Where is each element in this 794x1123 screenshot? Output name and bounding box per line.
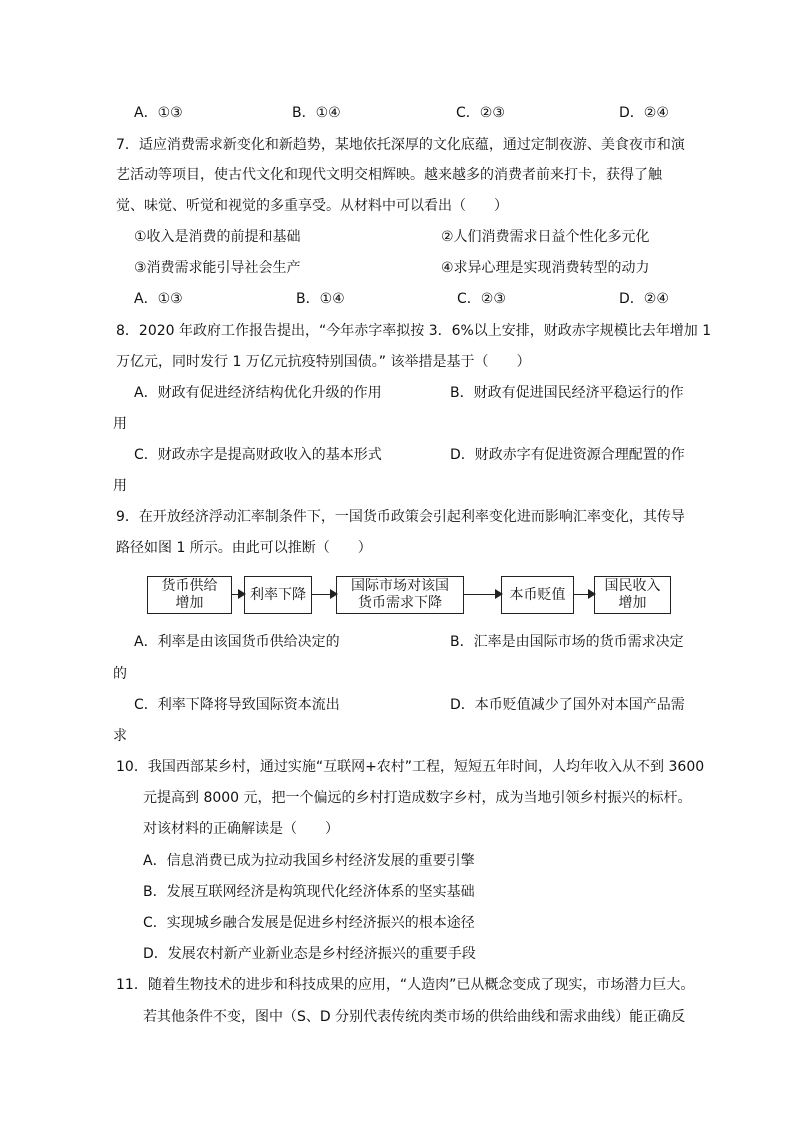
q9-option-d: D．本币贬值减少了国外对本国产品需: [450, 697, 685, 713]
q7-statement-4: ④求异心理是实现消费转型的动力: [441, 260, 650, 276]
q7-option-a: A．①③: [134, 291, 183, 307]
q9-option-a: A．利率是由该国货币供给决定的: [134, 634, 340, 650]
q7-stem-line-2: 艺活动等项目，使古代文化和现代文明交相辉映。越来越多的消费者前来打卡，获得了触: [116, 167, 662, 183]
q6-option-d: D．②④: [619, 105, 669, 121]
q9-option-b: B．汇率是由国际市场的货币需求决定: [450, 634, 684, 650]
q8-option-d-wrap: 用: [113, 478, 127, 494]
flow-arrow-1: [232, 594, 244, 595]
q8-option-b: B．财政有促进国民经济平稳运行的作: [450, 385, 684, 401]
q8-option-c: C．财政赤字是提高财政收入的基本形式: [134, 447, 382, 463]
q10-stem-line-1: 10．我国西部某乡村，通过实施“互联网+农村”工程，短短五年时间，人均年收入从不到 3600: [116, 759, 705, 775]
q7-stem-line-3: 觉、味觉、听觉和视觉的多重享受。从材料中可以看出（ ）: [116, 198, 508, 214]
q10-option-a: A．信息消费已成为拉动我国乡村经济发展的重要引擎: [143, 853, 475, 869]
q11-stem-line-2: 若其他条件不变，图中（S、D 分别代表传统肉类市场的供给曲线和需求曲线）能正确反: [143, 1009, 686, 1025]
flow-arrow-3: [464, 594, 501, 595]
transmission-path-diagram: [147, 576, 671, 616]
flow-box-interest-rate: 利率下降: [244, 576, 312, 614]
flow-arrow-4: [574, 594, 594, 595]
q7-option-c: C．②③: [457, 291, 506, 307]
q6-option-a: A．①③: [134, 105, 183, 121]
q10-option-c: C．实现城乡融合发展是促进乡村经济振兴的根本途径: [143, 915, 475, 931]
flow-arrow-2: [312, 594, 336, 595]
q8-option-a: A．财政有促进经济结构优化升级的作用: [134, 385, 382, 401]
q9-option-d-wrap: 求: [113, 728, 127, 744]
q7-statement-2: ②人们消费需求日益个性化多元化: [441, 229, 650, 245]
flow-box-national-income: 国民收入 增加: [594, 576, 671, 614]
q8-stem-line-1: 8．2020 年政府工作报告提出，“今年赤字率拟按 3．6%以上安排，财政赤字规模比去年增加 1: [116, 323, 712, 339]
q9-stem-line-2: 路径如图 1 所示。由此可以推断（ ）: [116, 540, 372, 556]
q7-statement-3: ③消费需求能引导社会生产: [134, 260, 301, 276]
flow-box-depreciation: 本币贬值: [501, 576, 574, 614]
q7-option-b: B．①④: [296, 291, 345, 307]
q11-stem-line-1: 11．随着生物技术的进步和科技成果的应用，“人造肉”已从概念变成了现实，市场潜力巨大。: [116, 977, 695, 993]
q8-stem-line-2: 万亿元，同时发行 1 万亿元抗疫特别国债。” 该举措是基于（ ）: [116, 354, 531, 370]
q9-option-b-wrap: 的: [113, 666, 127, 682]
q9-stem-line-1: 9．在开放经济浮动汇率制条件下，一国货币政策会引起利率变化进而影响汇率变化，其传导: [116, 509, 685, 525]
q6-option-b: B．①④: [292, 105, 341, 121]
q10-option-d: D．发展农村新产业新业态是乡村经济振兴的重要手段: [143, 946, 476, 962]
q10-option-b: B．发展互联网经济是构筑现代化经济体系的坚实基础: [143, 884, 475, 900]
q7-statement-1: ①收入是消费的前提和基础: [134, 229, 301, 245]
q8-option-d: D．财政赤字有促进资源合理配置的作: [450, 447, 685, 463]
q10-stem-line-3: 对该材料的正确解读是（ ）: [143, 821, 339, 837]
flow-box-currency-demand: 国际市场对该国 货币需求下降: [336, 576, 464, 614]
q7-stem-line-1: 7．适应消费需求新变化和新趋势，某地依托深厚的文化底蕴，通过定制夜游、美食夜市和演: [116, 137, 685, 153]
q7-option-d: D．②④: [619, 291, 669, 307]
q10-stem-line-2: 元提高到 8000 元，把一个偏远的乡村打造成数字乡村，成为当地引领乡村振兴的标杆。: [143, 790, 692, 806]
flow-box-money-supply: 货币供给 增加: [147, 576, 232, 614]
q6-option-c: C．②③: [456, 105, 505, 121]
q9-option-c: C．利率下降将导致国际资本流出: [134, 697, 340, 713]
q8-option-b-wrap: 用: [113, 416, 127, 432]
